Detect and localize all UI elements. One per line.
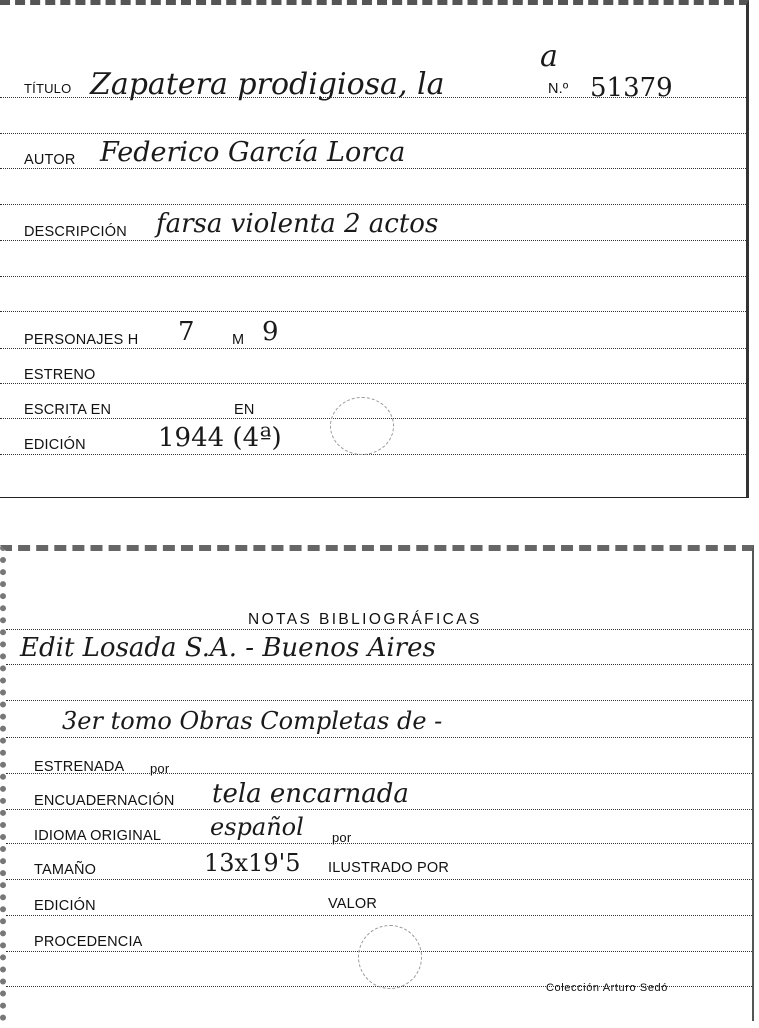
- rule: [6, 737, 752, 738]
- numero-label: N.º: [548, 81, 569, 97]
- rule: [0, 276, 746, 277]
- valor-label: VALOR: [328, 896, 378, 912]
- personajes-label: PERSONAJES H: [24, 332, 139, 348]
- notas-title: NOTAS BIBLIOGRÁFICAS: [248, 611, 482, 628]
- rule: [6, 629, 752, 630]
- rule: [0, 454, 746, 455]
- ilustrado-label: ILUSTRADO POR: [328, 860, 450, 876]
- estrenada-por-label: por: [150, 761, 170, 776]
- personajes-m-label: M: [232, 332, 245, 348]
- rule: [6, 809, 752, 810]
- coleccion-footer: Colección Arturo Sedó: [545, 982, 668, 994]
- edicion-label: EDICIÓN: [24, 437, 86, 453]
- nota-line-1: Edit Losada S.A. - Buenos Aires: [20, 633, 436, 663]
- rule: [0, 348, 746, 349]
- rule: [6, 664, 752, 665]
- catalog-card-bottom: [0, 545, 754, 1021]
- tamano-label: TAMAÑO: [34, 862, 97, 878]
- procedencia-label: PROCEDENCIA: [34, 934, 143, 950]
- edicion-label-2: EDICIÓN: [34, 898, 96, 914]
- titulo-label: TÍTULO: [24, 81, 72, 96]
- catalog-card-top: [0, 0, 749, 498]
- rule: [0, 240, 746, 241]
- personajes-h-value: 7: [178, 317, 195, 347]
- en-label: EN: [234, 402, 255, 418]
- idioma-value: español: [210, 813, 304, 841]
- rule: [0, 204, 746, 205]
- rule: [0, 133, 746, 134]
- encuadernacion-label: ENCUADERNACIÓN: [34, 793, 175, 809]
- estrenada-label: ESTRENADA: [34, 759, 125, 775]
- rule: [6, 879, 752, 880]
- descripcion-value: farsa violenta 2 actos: [156, 209, 439, 239]
- escrita-en-label: ESCRITA EN: [24, 402, 112, 418]
- personajes-m-value: 9: [262, 317, 279, 347]
- encuadernacion-value: tela encarnada: [212, 779, 409, 809]
- stain-mark: [330, 397, 394, 455]
- idioma-label: IDIOMA ORIGINAL: [34, 828, 162, 844]
- letter-mark: a: [540, 39, 558, 74]
- rule: [0, 168, 746, 169]
- estreno-label: ESTRENO: [24, 367, 96, 383]
- rule: [6, 700, 752, 701]
- autor-value: Federico García Lorca: [100, 137, 406, 168]
- rule: [6, 915, 752, 916]
- tamano-value: 13x19'5: [204, 849, 301, 877]
- rule: [0, 311, 746, 312]
- rule: [0, 383, 746, 384]
- titulo-value: Zapatera prodigiosa, la: [90, 67, 445, 102]
- edicion-value: 1944 (4ª): [158, 423, 282, 453]
- idioma-por-label: por: [332, 830, 352, 845]
- descripcion-label: DESCRIPCIÓN: [24, 224, 127, 240]
- autor-label: AUTOR: [24, 152, 76, 168]
- stain-mark: [358, 925, 422, 989]
- nota-line-2: 3er tomo Obras Completas de -: [62, 707, 443, 735]
- numero-value: 51379: [590, 73, 673, 103]
